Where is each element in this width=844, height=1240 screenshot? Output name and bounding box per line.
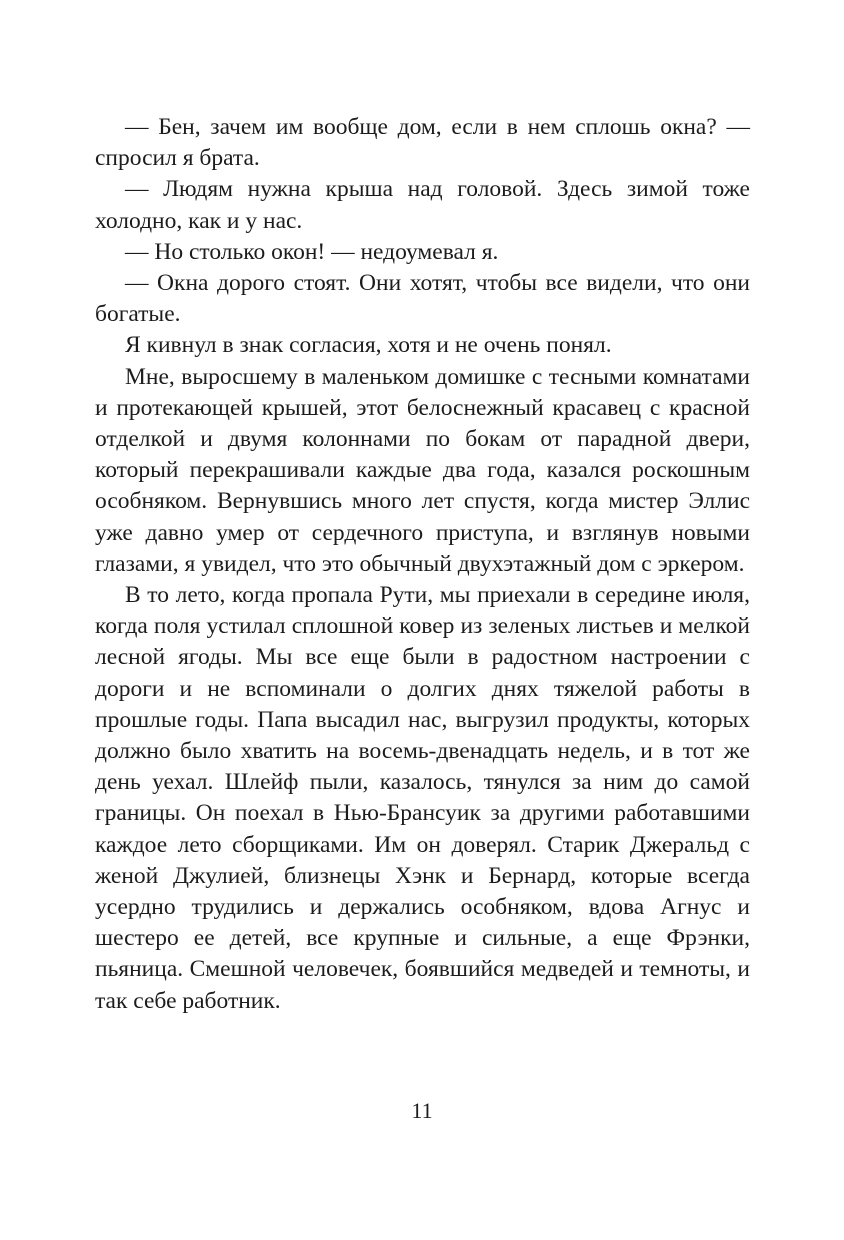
paragraph-narration-3: В то лето, когда пропала Рути, мы приехали в середине июля, когда поля устилал сплошной ковер из зеленых листьев и мелкой лесной ягоды. Мы все еще были в радостном настроении с дороги и не вспоминали о долгих днях тяжелой работы в прошлые годы. Папа высадил нас, выгрузил продукты, которых должно было хватить на восемь-двенадцать недель, и в тот же день уехал. Шлейф пыли, казалось, тянулся за ним до самой границы. Он поехал в Нью-Брансуик за другими работавшими каждое лето сборщиками. Им он доверял. Старик Джеральд с женой Джулией, близнецы Хэнк и Бернард, которые всегда усердно трудились и держались особняком, вдова Агнус и шестеро ее детей, все крупные и сильные, а еще Фрэнки, пьяница. Смешной человечек, боявшийся медведей и темноты, и так себе работник. [95, 582, 750, 1014]
paragraph-dialogue-3: — Но столько окон! — недоумевал я. [125, 238, 499, 265]
paragraph-dialogue-1: — Бен, зачем им вообще дом, если в нем сплошь окна? — спросил я брата. [95, 114, 750, 172]
page-number: 11 [411, 1098, 433, 1123]
text-block [95, 112, 750, 1017]
paragraph-dialogue-2: — Людям нужна крыша над головой. Здесь зимой тоже холодно, как и у нас. [95, 176, 750, 234]
paragraph-narration-1: Я кивнул в знак согласия, хотя и не очень понял. [125, 332, 612, 359]
paragraph-narration-2: Мне, выросшему в маленьком домишке с тесными комнатами и протекающей крышей, этот белоснежный красавец с красной отделкой и двумя колоннами по бокам от парадной двери, который перекрашивали каждые два года, казался роскошным особняком. Вернувшись много лет спустя, когда мистер Эллис уже давно умер от сердечного приступа, и взглянув новыми глазами, я увидел, что это обычный двухэтажный дом с эркером. [95, 363, 750, 577]
paragraph-dialogue-4: — Окна дорого стоят. Они хотят, чтобы все видели, что они богатые. [95, 270, 750, 328]
